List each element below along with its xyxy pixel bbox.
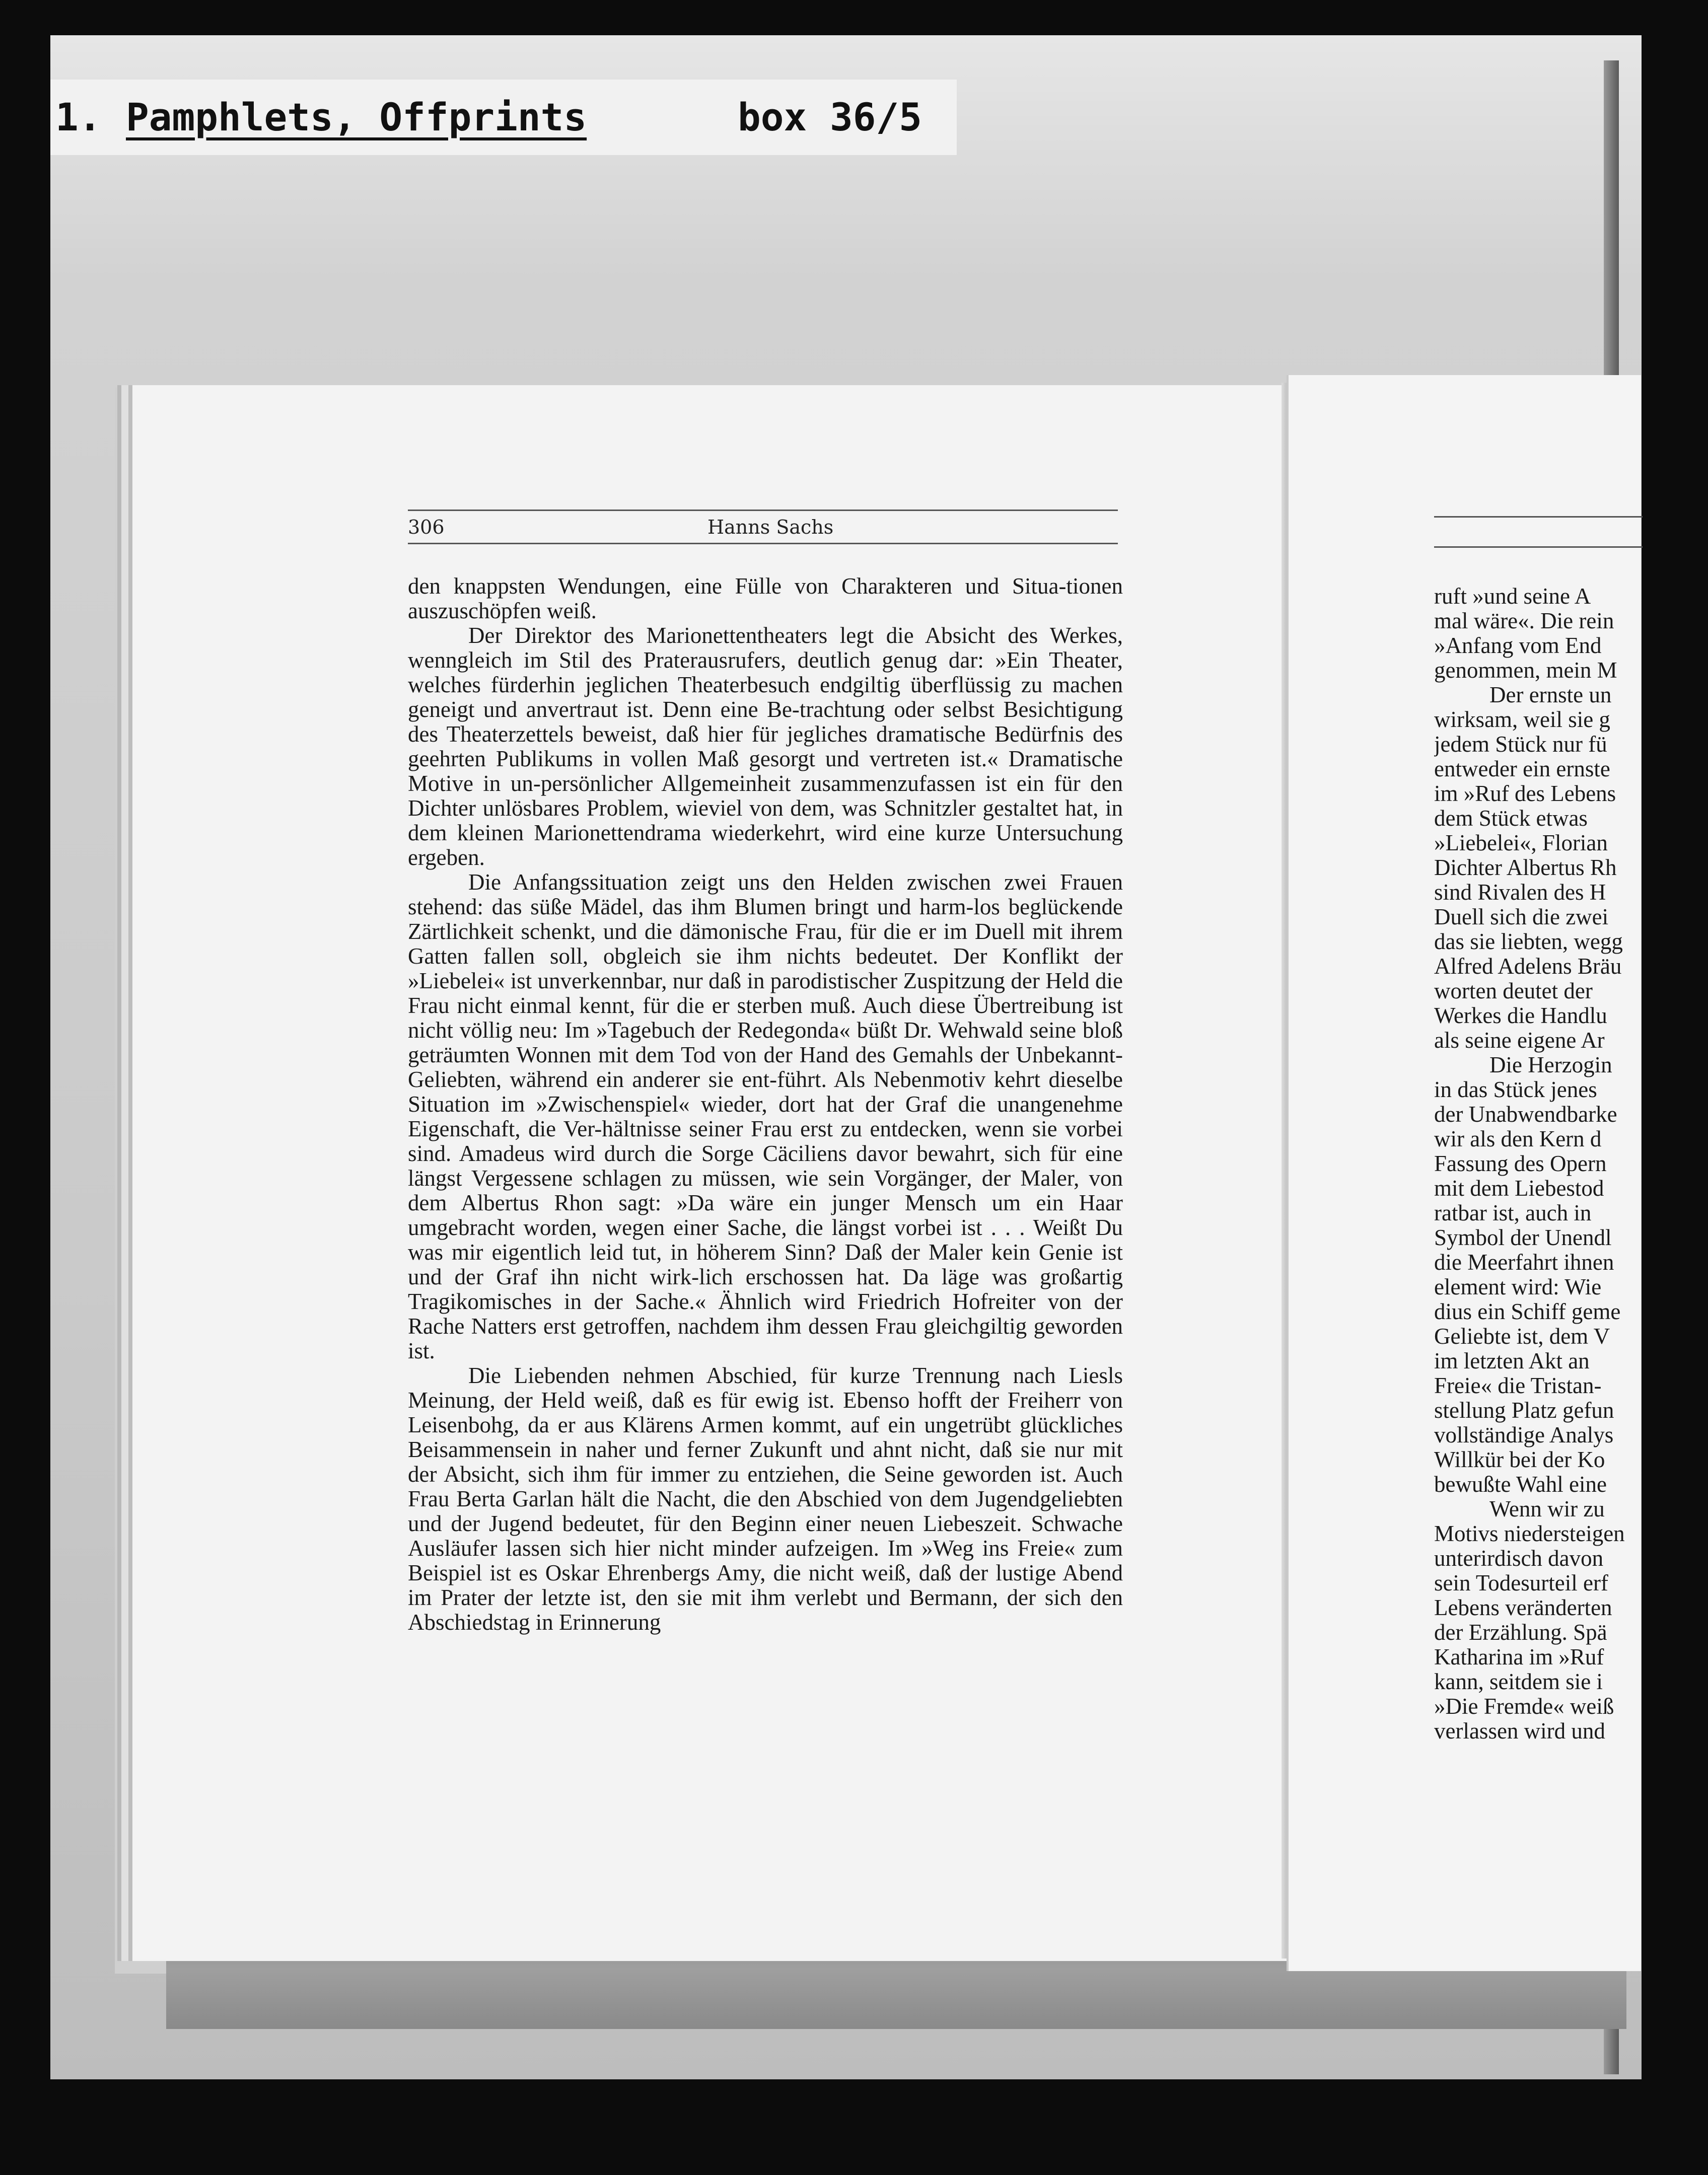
right-page-line: vollständige Analys bbox=[1434, 1422, 1614, 1447]
right-page-line: mit dem Liebestod bbox=[1434, 1176, 1604, 1201]
right-page-line: worten deutet der bbox=[1434, 978, 1593, 1003]
right-page-line: stellung Platz gefun bbox=[1434, 1398, 1614, 1423]
right-page-line: unterirdisch davon bbox=[1434, 1546, 1604, 1571]
right-header-rule-bottom bbox=[1434, 546, 1646, 548]
right-page-line: Symbol der Unendl bbox=[1434, 1225, 1612, 1250]
frame-top bbox=[0, 0, 1708, 35]
right-page-line: kann, seitdem sie i bbox=[1434, 1669, 1603, 1694]
left-page-body bbox=[408, 574, 1123, 1635]
label-box-number: box 36/5 bbox=[738, 95, 922, 139]
right-page-line: der Unabwendbarke bbox=[1434, 1102, 1617, 1127]
right-page-line: Willkür bei der Ko bbox=[1434, 1447, 1605, 1472]
right-page-line: genommen, mein M bbox=[1434, 658, 1617, 683]
right-page-line: Geliebte ist, dem V bbox=[1434, 1324, 1610, 1349]
right-page-line: entweder ein ernste bbox=[1434, 756, 1610, 781]
right-page-line: ratbar ist, auch in bbox=[1434, 1200, 1592, 1225]
right-page-line: Katharina im »Ruf bbox=[1434, 1644, 1604, 1670]
right-page-line: in das Stück jenes bbox=[1434, 1077, 1597, 1102]
right-page-line: Werkes die Handlu bbox=[1434, 1003, 1607, 1028]
frame-left bbox=[0, 0, 50, 2175]
right-page-line: »Liebelei«, Florian bbox=[1434, 830, 1608, 855]
label-index: 1. bbox=[55, 95, 102, 139]
right-page-line: »Anfang vom End bbox=[1434, 633, 1602, 658]
paragraph: Die Anfangssituation zeigt uns den Helden zwischen zwei Frauen stehend: das süße Mädel, das ihm Blumen bringt und harm-los beglückende Zärtlichkeit schenkt, und die dämonische Frau, für die er im Duell mit ihrem Gatten fallen soll, obgleich sie ihm nichts bedeutet. Der Konflikt der »Liebelei« ist unverkennbar, nur daß in parodistischer Zuspitzung der Held die Frau nicht einmal kennt, für die er sterben muß. Auch diese Übertreibung ist nicht völlig neu: Im »Tagebuch der Redegonda« büßt Dr. Wehwald seine bloß geträumten Wonnen mit dem Tod von der Hand des Gemahls der Unbekannt-Geliebten, während ein anderer sie ent-führt. Als Nebenmotiv kehrt dieselbe Situation im »Zwischenspiel« wieder, dort hat der Graf die unangenehme Eigenschaft, die Ver-hältnisse seiner Frau erst zu entdecken, wenn sie vorbei sind. Amadeus wird durch die Sorge Cäciliens davor bewahrt, sich für eine längst Vergessene schlagen zu müssen, wie sein Vorgänger, der Maler, von dem Albertus Rhon sagt: »Da wäre ein junger Mensch um ein Haar umgebracht worden, wegen einer Sache, die längst vorbei ist . . . Weißt Du was mir eigentlich leid tut, in höherem Sinn? Daß der Maler kein Genie ist und der Graf ihn nicht wirk-lich erschossen hat. Da läge was großartig Tragikomisches in der Sache.« Ähnlich wird Friedrich Hofreiter von der Rache Natters erst getroffen, nachdem ihm dessen Frau gleichgiltig geworden ist. bbox=[408, 869, 1123, 1363]
right-page-line: verlassen wird und bbox=[1434, 1718, 1605, 1744]
right-page-body bbox=[1434, 584, 1651, 1744]
frame-right bbox=[1643, 0, 1708, 2175]
label-title: Pamphlets, Offprints bbox=[126, 95, 587, 139]
running-head: Hanns Sachs bbox=[707, 516, 834, 538]
right-page-line: »Die Fremde« weiß bbox=[1434, 1694, 1614, 1719]
paragraph: den knappsten Wendungen, eine Fülle von Charakteren und Situa-tionen auszuschöpfen weiß. bbox=[408, 573, 1123, 623]
right-page-line: Freie« die Tristan- bbox=[1434, 1373, 1602, 1398]
paragraph: Die Liebenden nehmen Abschied, für kurze Trennung nach Liesls Meinung, der Held weiß, daß es für ewig ist. Ebenso hofft der Freiherr von Leisenbohg, da er aus Klärens Armen kommt, auf ein ungetrübt glückliches Beisammensein in naher und ferner Zukunft und ahnt nicht, daß sie nur mit der Absicht, sich ihm für immer zu entziehen, die Seine geworden ist. Auch Frau Berta Garlan hält die Nacht, die den Abschied von dem Jugendgeliebten und der Jugend bedeutet, für den Beginn einer neuen Liebeszeit. Schwache Ausläufer lassen sich hier nicht minder aufzeigen. Im »Weg ins Freie« zum Beispiel ist es Oskar Ehrenbergs Amy, die nicht weiß, daß der lustige Abend im Prater der letzte ist, den sie mit ihm verlebt und Bermann, der sich den Abschiedstag in Erinnerung bbox=[408, 1363, 1123, 1635]
right-page-line: Motivs niedersteigen bbox=[1434, 1521, 1625, 1546]
header-rule-bottom bbox=[408, 543, 1118, 544]
right-page-line: dius ein Schiff geme bbox=[1434, 1299, 1621, 1324]
right-page-line: dem Stück etwas bbox=[1434, 806, 1588, 831]
right-page-line: ruft »und seine A bbox=[1434, 584, 1591, 609]
right-page-line: wirksam, weil sie g bbox=[1434, 707, 1610, 732]
header-rule-top bbox=[408, 510, 1118, 511]
right-page-line: Die Herzogin bbox=[1489, 1052, 1612, 1077]
archive-label bbox=[50, 80, 957, 155]
right-page-line: Wenn wir zu bbox=[1489, 1496, 1605, 1521]
right-page-line: Der ernste un bbox=[1489, 682, 1612, 707]
right-page-line: sein Todesurteil erf bbox=[1434, 1570, 1608, 1596]
right-page-line: sind Rivalen des H bbox=[1434, 880, 1606, 905]
right-page-line: Dichter Albertus Rh bbox=[1434, 855, 1617, 880]
right-page-line: Alfred Adelens Bräu bbox=[1434, 954, 1622, 979]
right-page-line: im »Ruf des Lebens bbox=[1434, 781, 1616, 806]
page-number: 306 bbox=[408, 516, 445, 538]
right-page-line: der Erzählung. Spä bbox=[1434, 1620, 1607, 1645]
right-page-line: element wird: Wie bbox=[1434, 1274, 1602, 1299]
right-page-line: Fassung des Opern bbox=[1434, 1151, 1607, 1176]
right-page-line: das sie liebten, wegg bbox=[1434, 929, 1623, 954]
right-page-line: im letzten Akt an bbox=[1434, 1348, 1590, 1373]
right-page-line: wir als den Kern d bbox=[1434, 1126, 1602, 1151]
right-page-line: bewußte Wahl eine bbox=[1434, 1472, 1607, 1497]
right-page-line: mal wäre«. Die rein bbox=[1434, 608, 1614, 633]
right-page-line: als seine eigene Ar bbox=[1434, 1028, 1605, 1053]
right-page-line: Lebens veränderten bbox=[1434, 1595, 1612, 1620]
right-page-line: die Meerfahrt ihnen bbox=[1434, 1250, 1614, 1275]
paragraph: Der Direktor des Marionettentheaters legt die Absicht des Werkes, wenngleich im Stil des Praterausrufers, deutlich genug dar: »Ein Theater, welches fürderhin jeglichen Theaterbesuch endgiltig überflüssig zu machen geneigt und anvertraut ist. Denn eine Be-trachtung oder selbst Besichtigung des Theaterzettels beweist, daß hier für jegliches dramatische Bedürfnis des geehrten Publikums in vollen Maß gesorgt und vertreten ist.« Dramatische Motive in un-persönlicher Allgemeinheit zusammenzufassen ist ein für den Dichter unlösbares Problem, wieviel von dem, was Schnitzler gestaltet hat, in dem kleinen Marionettendrama wiederkehrt, wird eine kurze Untersuchung ergeben. bbox=[408, 623, 1123, 870]
right-header-rule-top bbox=[1434, 516, 1646, 518]
right-page-line: jedem Stück nur fü bbox=[1434, 732, 1607, 757]
right-page-line: Duell sich die zwei bbox=[1434, 904, 1609, 929]
frame-bottom bbox=[0, 2079, 1708, 2175]
